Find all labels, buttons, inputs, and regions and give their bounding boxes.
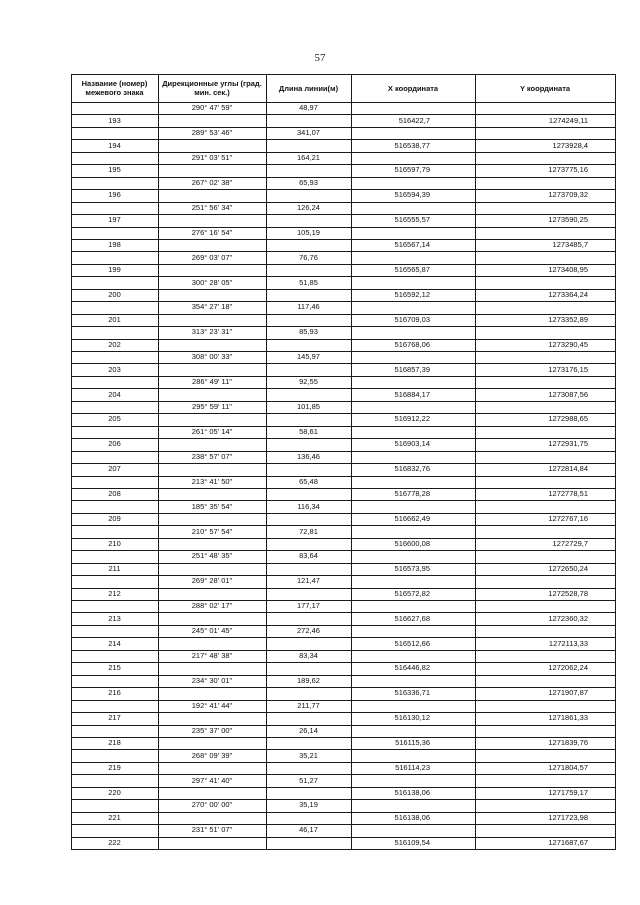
point-name: 194: [108, 140, 121, 150]
y-coordinate: [475, 664, 615, 672]
segment-length: 117,46: [297, 302, 320, 312]
segment-angle: 231° 51' 07": [191, 825, 233, 835]
y-coordinate-value: 1271759,17: [548, 787, 588, 797]
x-coordinate: [351, 490, 475, 498]
segment-angle: 261° 05' 14": [191, 426, 233, 436]
row-line: [71, 127, 616, 128]
x-coordinate: [351, 689, 475, 697]
x-coordinate-value: 516422,7: [398, 115, 430, 125]
row-line: [71, 774, 616, 775]
point-name: 208: [108, 489, 121, 499]
point-name: 204: [108, 389, 121, 399]
y-coordinate-value: 1271907,87: [548, 688, 588, 698]
x-coordinate: [351, 166, 475, 174]
y-coordinate-value: 1271723,98: [548, 812, 588, 822]
y-coordinate: [475, 316, 615, 324]
row-line: [71, 339, 616, 340]
y-coordinate: [475, 266, 615, 274]
x-coordinate: [351, 590, 475, 598]
segment-angle: 217° 48' 38": [191, 651, 233, 661]
segment-length: 65,93: [299, 177, 318, 187]
row-line: [71, 787, 616, 788]
y-coordinate: [475, 789, 615, 797]
x-coordinate-value: 516446,82: [394, 663, 430, 673]
segment-angle: 269° 03' 07": [191, 252, 233, 262]
segment-length: 116,34: [297, 501, 320, 511]
x-coordinate-value: 516884,17: [394, 389, 430, 399]
x-coordinate-value: 516115,36: [395, 738, 430, 748]
segment-length: 72,81: [299, 526, 318, 536]
row-line: [71, 363, 616, 364]
row-line: [71, 376, 616, 377]
y-coordinate: [475, 814, 615, 822]
y-coordinate: [475, 465, 615, 473]
row-line: [71, 737, 616, 738]
x-coordinate: [351, 117, 475, 125]
y-coordinate-value: 1273290,45: [548, 339, 588, 349]
segment-length: 35,19: [299, 800, 318, 810]
row-line: [71, 513, 616, 514]
y-coordinate-value: 1272729,7: [552, 538, 588, 548]
x-coordinate: [351, 266, 475, 274]
segment-angle: 192° 41' 44": [191, 700, 233, 710]
x-coordinate-value: 516778,28: [394, 489, 430, 499]
y-coordinate-value: 1272767,16: [548, 514, 588, 524]
segment-length: 121,47: [297, 576, 320, 586]
point-name: 203: [108, 364, 121, 374]
y-coordinate: [475, 391, 615, 399]
segment-length: 189,62: [297, 675, 320, 685]
segment-length: 164,21: [297, 153, 320, 163]
y-coordinate-value: 1273709,32: [548, 190, 588, 200]
y-coordinate: [475, 191, 615, 199]
row-line: [71, 612, 616, 613]
x-coordinate: [351, 191, 475, 199]
x-coordinate-value: 516597,79: [394, 165, 430, 175]
row-line: [71, 301, 616, 302]
y-coordinate: [475, 565, 615, 573]
x-coordinate-value: 516138,06: [394, 787, 430, 797]
point-name: 205: [108, 414, 121, 424]
segment-angle: 288° 02' 17": [191, 601, 233, 611]
row-line: [71, 326, 616, 327]
x-coordinate: [351, 739, 475, 747]
row-line: [71, 687, 616, 688]
x-coordinate-value: 516336,71: [394, 688, 430, 698]
header-y: Y координата: [519, 83, 571, 93]
x-coordinate-value: 516662,49: [394, 514, 430, 524]
y-coordinate: [475, 590, 615, 598]
segment-angle: 267° 02' 38": [191, 177, 233, 187]
y-coordinate: [475, 216, 615, 224]
row-line: [71, 824, 616, 825]
y-coordinate: [475, 440, 615, 448]
row-line: [71, 650, 616, 651]
y-coordinate: [475, 515, 615, 523]
segment-angle: 297° 41' 40": [191, 775, 233, 785]
x-coordinate: [351, 341, 475, 349]
y-coordinate-value: 1271839,76: [548, 738, 588, 748]
x-coordinate: [351, 789, 475, 797]
row-line: [71, 525, 616, 526]
point-name: 210: [108, 538, 121, 548]
point-name: 200: [108, 289, 121, 299]
point-name: 207: [108, 464, 121, 474]
point-name: 209: [108, 514, 121, 524]
x-coordinate-value: 516573,95: [394, 563, 430, 573]
y-coordinate-value: 1273408,95: [548, 265, 588, 275]
row-line: [71, 762, 616, 763]
segment-angle: 295° 59' 11": [192, 402, 232, 412]
segment-length: 85,93: [299, 327, 318, 337]
y-coordinate: [475, 714, 615, 722]
segment-angle: 269° 28' 01": [191, 576, 233, 586]
column-line-5: [615, 74, 616, 850]
segment-length: 76,76: [299, 252, 318, 262]
x-coordinate-value: 516538,77: [394, 140, 430, 150]
segment-length: 126,24: [297, 202, 320, 212]
segment-length: 272,46: [297, 626, 320, 636]
segment-angle: 268° 09' 39": [191, 750, 233, 760]
segment-length: 211,77: [297, 700, 320, 710]
header-x: X координата: [387, 83, 439, 93]
x-coordinate-value: 516903,14: [394, 439, 430, 449]
segment-length: 341,07: [297, 128, 320, 138]
y-coordinate-value: 1273485,7: [552, 240, 588, 250]
x-coordinate: [351, 316, 475, 324]
point-name: 197: [108, 215, 121, 225]
row-line: [71, 426, 616, 427]
segment-length: 46,17: [299, 825, 318, 835]
row-line: [71, 488, 616, 489]
row-line: [71, 438, 616, 439]
y-coordinate-value: 1272360,32: [548, 613, 588, 623]
x-coordinate-value: 516594,39: [394, 190, 430, 200]
x-coordinate-value: 516857,39: [394, 364, 430, 374]
x-coordinate-value: 516567,14: [394, 240, 430, 250]
row-line: [71, 451, 616, 452]
segment-angle: 251° 48' 35": [191, 551, 233, 561]
x-coordinate-value: 516555,57: [394, 215, 430, 225]
x-coordinate: [351, 142, 475, 150]
segment-length: 92,55: [299, 377, 318, 387]
point-name: 201: [108, 314, 121, 324]
point-name: 199: [108, 265, 121, 275]
segment-angle: 286° 49' 11": [192, 377, 232, 387]
row-line: [71, 289, 616, 290]
point-name: 214: [108, 638, 121, 648]
segment-length: 48,97: [299, 103, 318, 113]
segment-angle: 308° 00' 33": [191, 352, 233, 362]
y-coordinate: [475, 689, 615, 697]
segment-angle: 238° 57' 07": [191, 451, 233, 461]
point-name: 218: [108, 738, 121, 748]
point-name: 221: [108, 812, 121, 822]
point-name: 195: [108, 165, 121, 175]
segment-length: 101,85: [297, 402, 320, 412]
x-coordinate-value: 516512,66: [394, 638, 430, 648]
header-name: Название (номер) межевого знака: [81, 79, 148, 97]
x-coordinate: [351, 814, 475, 822]
y-coordinate: [475, 739, 615, 747]
segment-angle: 354° 27' 18": [191, 302, 233, 312]
y-coordinate: [475, 640, 615, 648]
row-line: [71, 463, 616, 464]
row-line: [71, 563, 616, 564]
point-name: 215: [108, 663, 121, 673]
y-coordinate: [475, 166, 615, 174]
segment-length: 177,17: [297, 601, 320, 611]
segment-angle: 251° 56' 34": [191, 202, 233, 212]
row-line: [71, 637, 616, 638]
y-coordinate-value: 1273087,56: [548, 389, 588, 399]
row-line: [71, 177, 616, 178]
table-top-line: [71, 74, 616, 75]
y-coordinate-value: 1273775,16: [548, 165, 588, 175]
point-name: 213: [108, 613, 121, 623]
segment-length: 145,97: [297, 352, 320, 362]
x-coordinate-value: 516768,06: [394, 339, 430, 349]
segment-angle: 289° 53' 46": [191, 128, 233, 138]
segment-length: 136,46: [297, 451, 320, 461]
header-bottom-line: [71, 102, 616, 103]
row-line: [71, 401, 616, 402]
point-name: 196: [108, 190, 121, 200]
row-line: [71, 837, 616, 838]
y-coordinate-value: 1273176,15: [548, 364, 588, 374]
y-coordinate: [475, 241, 615, 249]
x-coordinate: [351, 415, 475, 423]
table-bottom-line: [71, 849, 616, 850]
row-line: [71, 550, 616, 551]
segment-angle: 291° 03' 51": [191, 153, 233, 163]
row-line: [71, 314, 616, 315]
y-coordinate-value: 1272778,51: [548, 489, 588, 499]
x-coordinate: [351, 291, 475, 299]
segment-length: 26,14: [299, 725, 318, 735]
segment-length: 65,48: [299, 476, 318, 486]
row-line: [71, 812, 616, 813]
row-line: [71, 351, 616, 352]
x-coordinate-value: 516114,23: [395, 763, 430, 773]
x-coordinate: [351, 640, 475, 648]
y-coordinate: [475, 291, 615, 299]
y-coordinate: [475, 415, 615, 423]
y-coordinate-value: 1272814,84: [548, 464, 588, 474]
row-line: [71, 725, 616, 726]
point-name: 212: [108, 588, 121, 598]
segment-angle: 235° 37' 00": [191, 725, 233, 735]
row-line: [71, 139, 616, 140]
row-line: [71, 227, 616, 228]
y-coordinate-value: 1271687,67: [548, 837, 588, 847]
row-line: [71, 152, 616, 153]
x-coordinate-value: 516138,06: [394, 812, 430, 822]
point-name: 211: [108, 563, 121, 573]
point-name: 217: [108, 713, 121, 723]
row-line: [71, 264, 616, 265]
y-coordinate-value: 1272931,75: [548, 439, 588, 449]
row-line: [71, 625, 616, 626]
x-coordinate: [351, 565, 475, 573]
x-coordinate-value: 516600,08: [394, 538, 430, 548]
y-coordinate-value: 1272113,33: [548, 638, 588, 648]
point-name: 222: [108, 837, 121, 847]
point-name: 219: [108, 763, 121, 773]
row-line: [71, 214, 616, 215]
y-coordinate: [475, 490, 615, 498]
x-coordinate-value: 516109,54: [394, 837, 430, 847]
y-coordinate: [475, 142, 615, 150]
y-coordinate-value: 1274249,11: [548, 115, 588, 125]
row-line: [71, 749, 616, 750]
segment-angle: 276° 16' 54": [191, 227, 233, 237]
segment-angle: 313° 23' 31": [191, 327, 233, 337]
row-line: [71, 413, 616, 414]
y-coordinate: [475, 764, 615, 772]
point-name: 202: [108, 339, 121, 349]
y-coordinate-value: 1271861,33: [548, 713, 588, 723]
y-coordinate-value: 1272528,78: [548, 588, 588, 598]
segment-length: 83,34: [299, 651, 318, 661]
y-coordinate: [475, 540, 615, 548]
x-coordinate: [351, 440, 475, 448]
row-line: [71, 700, 616, 701]
x-coordinate: [351, 839, 475, 847]
segment-length: 51,27: [299, 775, 318, 785]
x-coordinate: [351, 515, 475, 523]
y-coordinate-value: 1273590,25: [548, 215, 588, 225]
segment-angle: 213° 41' 50": [191, 476, 233, 486]
x-coordinate-value: 516709,03: [394, 314, 430, 324]
x-coordinate-value: 516565,87: [394, 265, 430, 275]
segment-angle: 210° 57' 54": [191, 526, 233, 536]
segment-length: 83,64: [299, 551, 318, 561]
segment-angle: 290° 47' 59": [191, 103, 233, 113]
x-coordinate: [351, 391, 475, 399]
segment-length: 35,21: [299, 750, 318, 760]
row-line: [71, 538, 616, 539]
segment-angle: 300° 28' 05": [191, 277, 233, 287]
row-line: [71, 202, 616, 203]
row-line: [71, 675, 616, 676]
y-coordinate-value: 1272988,65: [548, 414, 588, 424]
row-line: [71, 588, 616, 589]
y-coordinate-value: 1272650,24: [548, 563, 588, 573]
y-coordinate: [475, 117, 615, 125]
x-coordinate: [351, 764, 475, 772]
x-coordinate: [351, 366, 475, 374]
segment-length: 58,61: [299, 426, 318, 436]
x-coordinate: [351, 664, 475, 672]
segment-length: 105,19: [297, 227, 320, 237]
x-coordinate-value: 516572,82: [394, 588, 430, 598]
row-line: [71, 500, 616, 501]
x-coordinate: [351, 714, 475, 722]
y-coordinate-value: 1273364,24: [548, 289, 588, 299]
x-coordinate-value: 516130,12: [394, 713, 430, 723]
y-coordinate-value: 1271804,57: [548, 763, 588, 773]
row-line: [71, 799, 616, 800]
x-coordinate-value: 516592,12: [394, 289, 430, 299]
row-line: [71, 276, 616, 277]
point-name: 216: [108, 688, 121, 698]
x-coordinate: [351, 465, 475, 473]
segment-angle: 245° 01' 45": [191, 626, 233, 636]
x-coordinate: [351, 615, 475, 623]
row-line: [71, 476, 616, 477]
row-line: [71, 575, 616, 576]
point-name: 198: [108, 240, 121, 250]
row-line: [71, 712, 616, 713]
segment-angle: 270° 00' 00": [191, 800, 233, 810]
segment-angle: 185° 35' 54": [191, 501, 233, 511]
y-coordinate-value: 1272062,24: [548, 663, 588, 673]
point-name: 193: [108, 115, 121, 125]
y-coordinate-value: 1273928,4: [552, 140, 588, 150]
segment-angle: 234° 30' 01": [191, 675, 233, 685]
x-coordinate: [351, 540, 475, 548]
row-line: [71, 114, 616, 115]
page-number: 57: [314, 52, 326, 64]
row-line: [71, 189, 616, 190]
y-coordinate: [475, 341, 615, 349]
point-name: 220: [108, 787, 121, 797]
y-coordinate: [475, 366, 615, 374]
x-coordinate-value: 516627,68: [394, 613, 430, 623]
row-line: [71, 662, 616, 663]
row-line: [71, 239, 616, 240]
header-angles: Дирекционные углы (град. мин. сек.): [162, 79, 262, 97]
row-line: [71, 388, 616, 389]
segment-length: 51,85: [299, 277, 318, 287]
y-coordinate: [475, 839, 615, 847]
row-line: [71, 164, 616, 165]
y-coordinate-value: 1273352,89: [548, 314, 588, 324]
row-line: [71, 600, 616, 601]
row-line: [71, 251, 616, 252]
x-coordinate-value: 516832,76: [394, 464, 430, 474]
x-coordinate: [351, 216, 475, 224]
header-length: Длина линии(м): [278, 83, 339, 93]
x-coordinate: [351, 241, 475, 249]
y-coordinate: [475, 615, 615, 623]
point-name: 206: [108, 439, 121, 449]
x-coordinate-value: 516912,22: [394, 414, 430, 424]
